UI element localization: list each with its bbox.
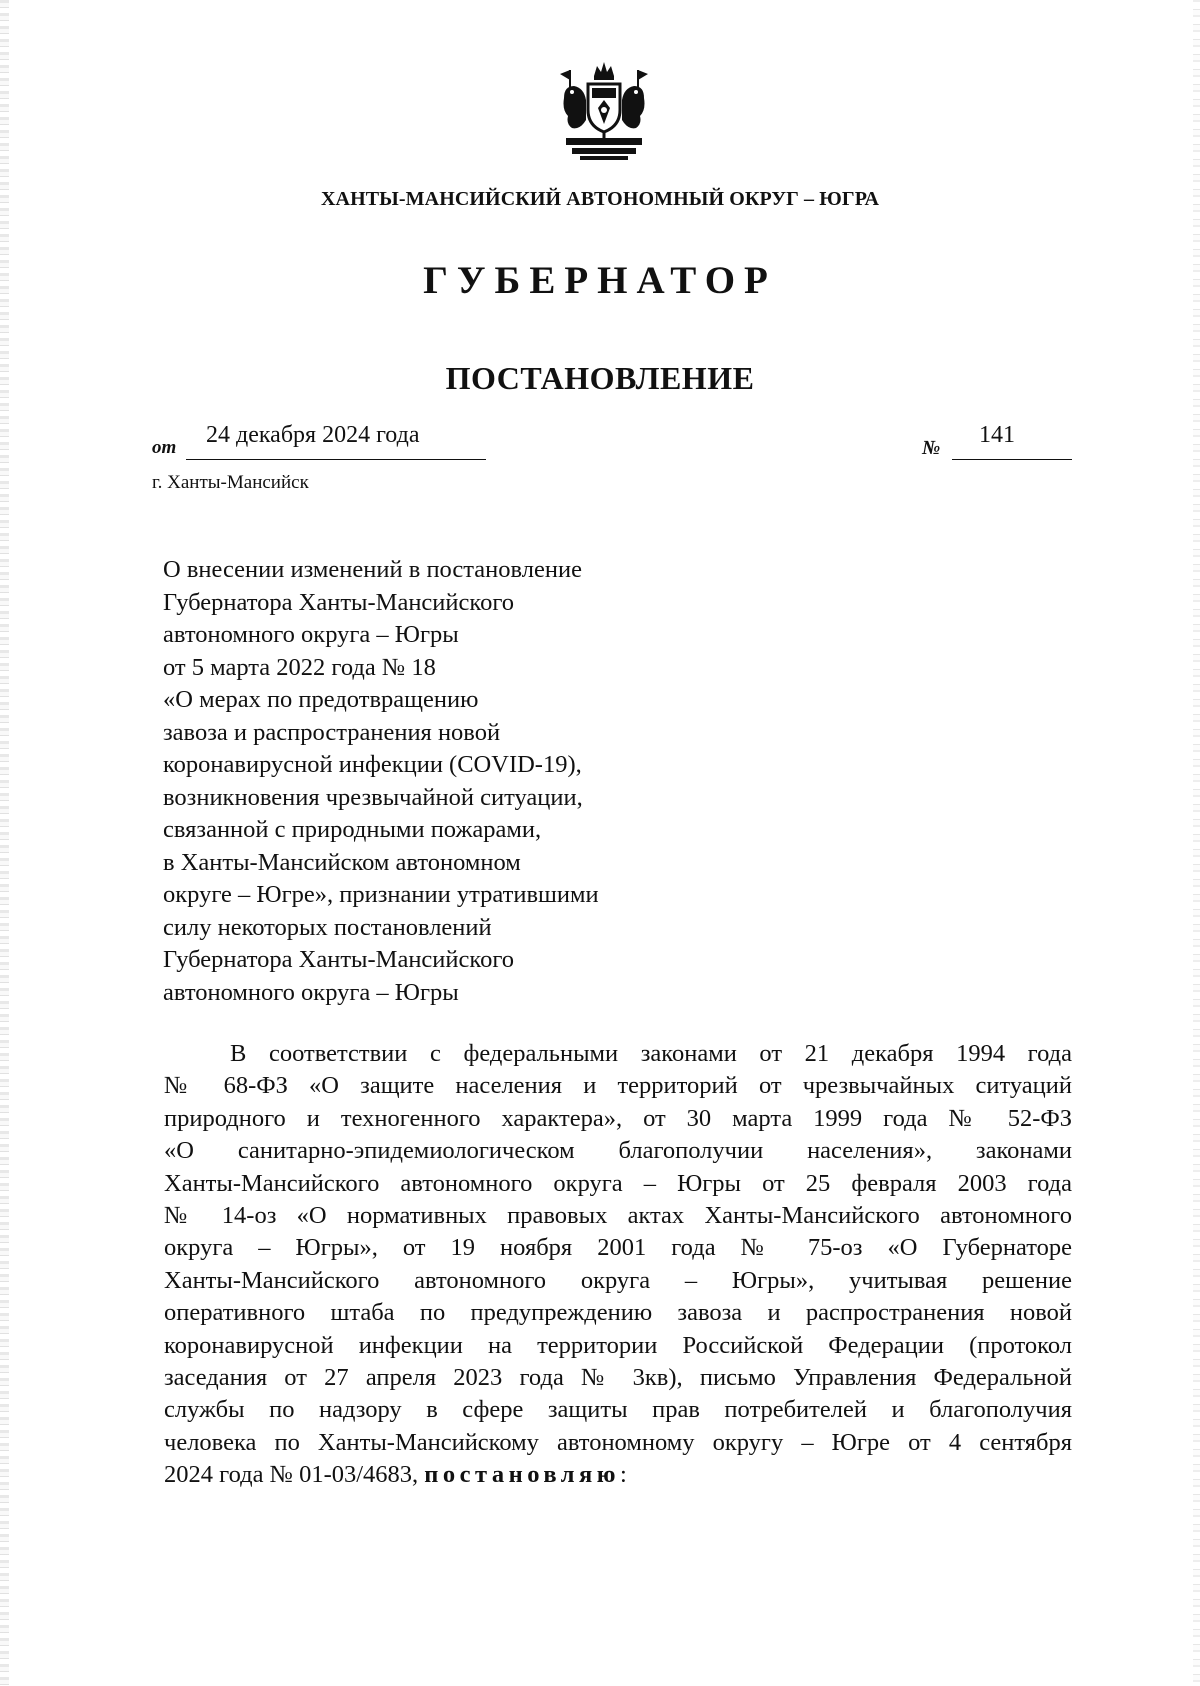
body-last-line-text: 2024 года № 01-03/4683, — [164, 1461, 425, 1489]
subject-line: Губернатора Ханты-Мансийского — [163, 588, 515, 616]
subject-line: Губернатора Ханты-Мансийского — [163, 946, 515, 973]
coat-of-arms-emblem — [558, 58, 650, 162]
date-underline — [186, 459, 486, 460]
subject-line: силу некоторых постановлений — [163, 913, 492, 941]
decree-colon: : — [620, 1461, 627, 1489]
body-line: заседания от 27 апреля 2023 года № 3кв), письмо Управления Федеральной — [164, 1364, 1072, 1392]
subject-line: связанной с природными пожарами, — [163, 816, 542, 843]
subject-line: в Ханты-Мансийском автономном — [163, 848, 521, 876]
body-line: «О санитарно-эпидемиологическом благополучии населения», законами — [164, 1137, 1072, 1165]
date-prefix: от — [152, 437, 177, 458]
subject-line: автономного округа – Югры — [163, 621, 459, 648]
subject-line: О внесении изменений в постановление — [163, 556, 582, 583]
subject-line: «О мерах по предотвращению — [163, 686, 479, 713]
body-line: оперативного штаба по предупреждению завоза и распространения новой — [164, 1299, 1072, 1327]
document-number: 141 — [979, 422, 1015, 448]
region-name: ХАНТЫ-МАНСИЙСКИЙ АВТОНОМНЫЙ ОКРУГ – ЮГРА — [321, 188, 879, 210]
body-line: природного и техногенного характера», от 30 марта 1999 года № 52-ФЗ — [164, 1104, 1072, 1132]
subject-line: завоза и распространения новой — [163, 718, 501, 746]
body-line: человека по Ханты-Мансийскому автономному округу – Югре от 4 сентября — [164, 1428, 1072, 1456]
document-subject — [163, 554, 723, 1009]
subject-line: коронавирусной инфекции (COVID-19), — [163, 751, 582, 778]
subject-line: автономного округа – Югры — [163, 978, 459, 1006]
subject-line: возникновения чрезвычайной ситуации, — [163, 783, 583, 811]
body-line: Ханты-Мансийского автономного округа – Югры», учитывая решение — [164, 1266, 1072, 1294]
body-line: № 68-ФЗ «О защите населения и территорий от чрезвычайных ситуаций — [164, 1072, 1072, 1100]
preamble-paragraph — [164, 1038, 1072, 1492]
body-line: Ханты-Мансийского автономного округа – Югры от 25 февраля 2003 года — [164, 1169, 1072, 1197]
subject-line: от 5 марта 2022 года № 18 — [163, 653, 436, 681]
subject-line: округе – Югре», признании утратившими — [163, 881, 599, 908]
body-line: коронавирусной инфекции на территории Российской Федерации (протокол — [164, 1331, 1072, 1359]
number-underline — [952, 459, 1072, 460]
document-date: 24 декабря 2024 года — [206, 422, 420, 448]
document-city: г. Ханты-Мансийск — [152, 472, 309, 493]
document-type: ПОСТАНОВЛЕНИЕ — [445, 360, 755, 396]
body-line: В соответствии с федеральными законами от 21 декабря 1994 года — [230, 1040, 1072, 1067]
number-prefix: № — [922, 437, 941, 459]
authority-title: ГУБЕРНАТОР — [423, 259, 777, 302]
scan-edge-left — [0, 0, 9, 1686]
body-line: № 14-оз «О нормативных правовых актах Ханты-Мансийского автономного — [164, 1202, 1072, 1230]
scan-edge-right — [1193, 0, 1200, 1686]
body-line: службы по надзору в сфере защиты прав потребителей и благополучия — [164, 1396, 1072, 1424]
body-last-line — [164, 1459, 1072, 1491]
decree-word: постановляю — [424, 1461, 621, 1489]
body-line: округа – Югры», от 19 ноября 2001 года № 75-оз «О Губернаторе — [164, 1234, 1072, 1262]
